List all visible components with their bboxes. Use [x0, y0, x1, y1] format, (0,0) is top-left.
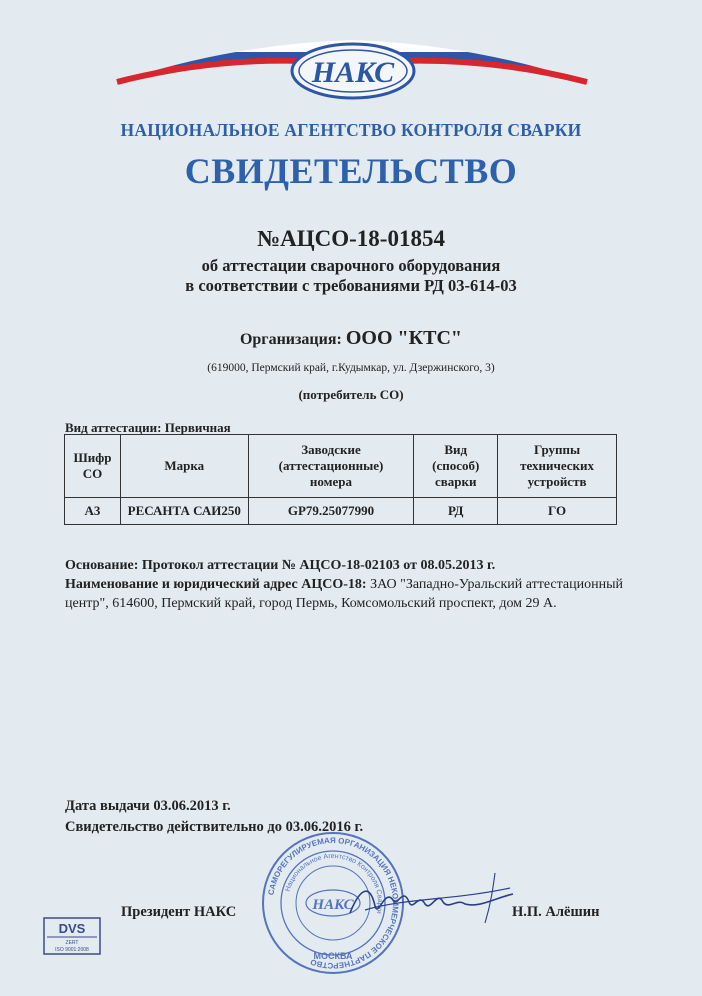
attestation-center-label: Наименование и юридический адрес АЦСО-18:	[65, 577, 367, 592]
stamp-center: НАКС	[312, 897, 354, 913]
cell-code: А3	[65, 498, 121, 525]
naks-logo-text: НАКС	[311, 56, 395, 89]
header-method: Вид (способ) сварки	[414, 435, 498, 498]
basis-protocol: Основание: Протокол аттестации № АЦСО-18-02103 от 08.05.2013 г.	[65, 558, 496, 573]
consumer-note: (потребитель СО)	[298, 387, 404, 402]
naks-logo	[112, 38, 592, 102]
dvs-text: DVS	[58, 921, 86, 936]
certificate-subject	[0, 256, 702, 296]
table-row	[65, 498, 617, 525]
issue-date: Дата выдачи 03.06.2013 г.	[65, 798, 231, 814]
dvs-iso: ISO 9001:2008	[55, 947, 89, 953]
organization-name: ООО "КТС"	[345, 327, 463, 349]
cell-method: РД	[414, 498, 498, 525]
organization-address: (619000, Пермский край, г.Кудымкар, ул. Дзержинского, 3)	[207, 362, 495, 374]
table-header-row	[65, 435, 617, 498]
attestation-center	[65, 575, 625, 613]
cell-groups: ГО	[498, 498, 617, 525]
stamp-outer-text: САМОРЕГУЛИРУЕМАЯ ОРГАНИЗАЦИЯ НЕКОММЕРЧЕСКОЕ ПАРТНЕРСТВО	[266, 835, 401, 971]
certificate-subject-line-2: в соответствии с требованиями РД 03-614-03	[185, 276, 517, 295]
equipment-table	[64, 434, 617, 525]
cell-brand: РЕСАНТА САИ250	[120, 498, 248, 525]
organization-label: Организация:	[239, 331, 342, 348]
certificate-subject-line-1: об аттестации сварочного оборудования	[201, 256, 501, 275]
president-title: Президент НАКС	[121, 904, 237, 920]
president-name: Н.П. Алёшин	[512, 904, 600, 920]
certificate-number: №АЦСО-18-01854	[257, 226, 445, 251]
attestation-center-text: ЗАО "Западно-Уральский аттестационный центр", 614600, Пермский край, город Пермь, Комсомольский проспект, дом 29 А.	[65, 577, 623, 611]
organization	[0, 327, 702, 350]
dvs-cert-logo	[43, 917, 101, 955]
header-brand: Марка	[120, 435, 248, 498]
valid-until: Свидетельство действительно до 03.06.2016 г.	[65, 819, 364, 835]
basis-section	[65, 556, 625, 613]
dvs-sub: ZERT	[65, 940, 79, 946]
agency-name: НАЦИОНАЛЬНОЕ АГЕНТСТВО КОНТРОЛЯ СВАРКИ	[120, 120, 582, 140]
header-serial: Заводские (аттестационные) номера	[248, 435, 414, 498]
stamp-inner-text: Национальное Агентство Контроля Сварки	[284, 852, 384, 915]
header-groups: Группы технических устройств	[498, 435, 617, 498]
signature-mark	[345, 868, 515, 928]
cell-serial: GP79.25077990	[248, 498, 414, 525]
certificate-title: СВИДЕТЕЛЬСТВО	[184, 151, 518, 191]
header-code: Шифр СО	[65, 435, 121, 498]
stamp-city: МОСКВА	[313, 951, 353, 961]
attestation-kind: Вид аттестации: Первичная	[65, 420, 231, 435]
